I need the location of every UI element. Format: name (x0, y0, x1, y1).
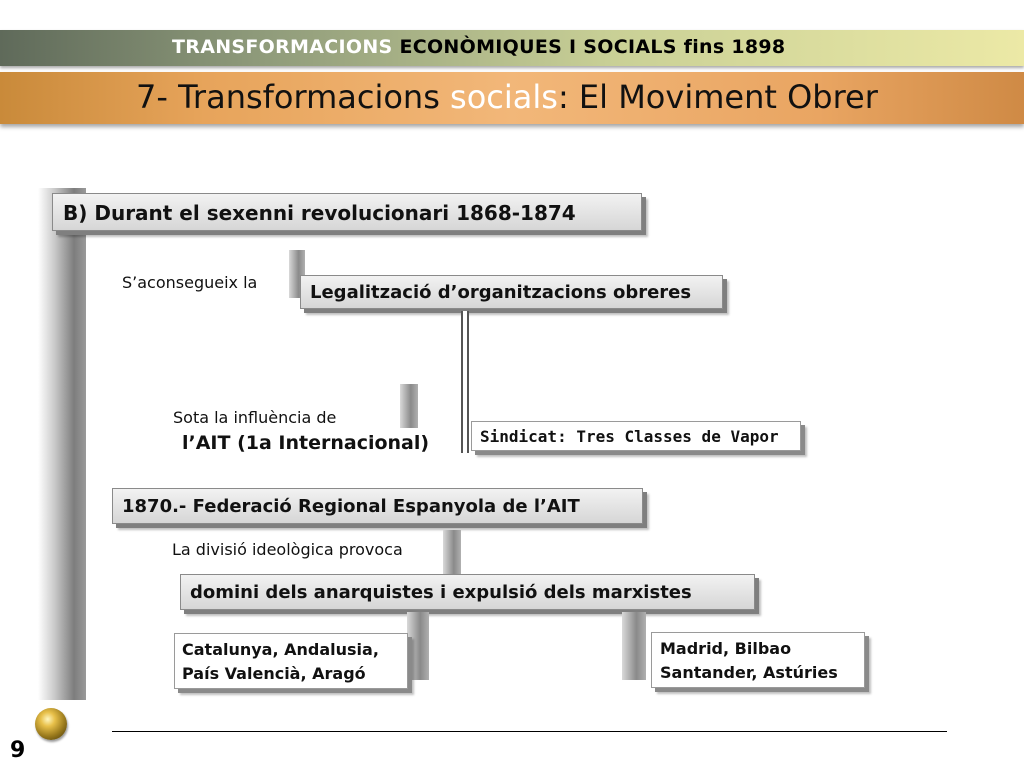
box-union (471, 421, 801, 451)
sexenni-heading (52, 193, 642, 231)
box-legalization-text: Legalització d’organitzacions obreres (310, 282, 692, 303)
box-legalization (300, 275, 723, 309)
slide-title-bar (0, 72, 1024, 124)
label-division: La divisió ideològica provoca (172, 540, 403, 559)
page-number: 9 (10, 738, 26, 763)
sexenni-heading-text: B) Durant el sexenni revolucionari 1868-1874 (63, 201, 576, 225)
label-achieved: S’aconsegueix la (122, 273, 258, 292)
box-union-text: Sindicat: Tres Classes de Vapor (480, 427, 779, 446)
bullet-orb-icon (35, 708, 67, 740)
box-left-regions (174, 633, 408, 689)
slide-title-part2: socials (450, 78, 558, 116)
box-right-line2: Santander, Astúries (660, 663, 838, 682)
box-left-line1: Catalunya, Andalusia, (182, 640, 379, 659)
box-federation (112, 488, 643, 524)
connector-influence (400, 384, 418, 428)
box-right-line1: Madrid, Bilbao (660, 639, 792, 658)
connector-right-regions (622, 612, 646, 680)
box-domination-text: domini dels anarquistes i expulsió dels marxistes (190, 582, 692, 603)
section-header-rest: ECONÒMIQUES I SOCIALS fins 1898 (399, 36, 786, 58)
label-influence-2: l’AIT (1a Internacional) (182, 432, 430, 454)
connector-left-regions (407, 612, 429, 680)
slide-title (136, 78, 878, 116)
connector-division (443, 530, 461, 574)
label-influence-1: Sota la influència de (173, 408, 337, 427)
box-domination (180, 574, 755, 610)
connector-union (461, 311, 469, 453)
section-header-text (172, 36, 785, 58)
footer-divider (112, 731, 947, 732)
slide-title-part1: 7- Transformacions (136, 78, 440, 116)
section-header-bar (0, 30, 1024, 66)
main-vertical-bar (38, 188, 86, 700)
section-header-word1: TRANSFORMACIONS (172, 36, 393, 58)
box-left-line2: País Valencià, Aragó (182, 664, 366, 683)
box-right-regions (651, 632, 865, 688)
box-federation-text: 1870.- Federació Regional Espanyola de l’AIT (122, 496, 580, 517)
slide-title-part3: : El Moviment Obrer (557, 78, 878, 116)
